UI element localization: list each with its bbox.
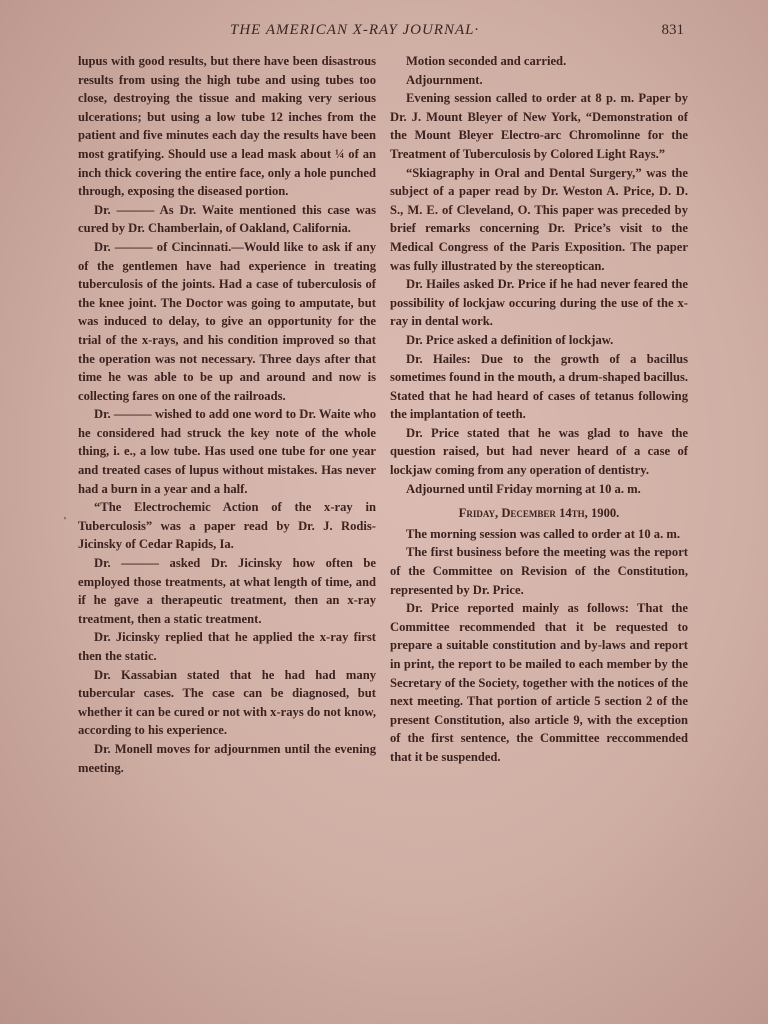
right-column <box>390 52 688 767</box>
left-column-paragraph: lupus with good results, but there have been disastrous results from using the high tube and using tubes too close, destroying the tissue and making very serious ulcerations; but using a low tube 12 inches from the patient and five minutes each day the results have been most gratifying. Should use a lead mask about ¼ of an inch thick covering the entire face, only a hole punched through, exposing the diseased portion. <box>78 54 376 199</box>
left-column-paragraph: Dr. ——— asked Dr. Jicinsky how often be employed those treatments, at what length of time, and if he gave a therapeutic treatment, then an x-ray treatment, then a static treatment. <box>78 556 376 626</box>
left-column-paragraph: “The Electrochemic Action of the x-ray in Tuberculosis” was a paper read by Dr. J. Rodis-Jicinsky of Cedar Rapids, Ia. <box>78 500 376 552</box>
left-column-paragraph: Dr. ——— wished to add one word to Dr. Waite who he considered had struck the key note of the whole thing, i. e., a low tube. Has used one tube for one year and treated cases of lupus without mistakes. Has never had a burn in a year and a half. <box>78 407 376 496</box>
right-column-paragraph: Dr. Hailes asked Dr. Price if he had never feared the possibility of lockjaw occuring during the use of the x-ray in dental work. <box>390 277 688 329</box>
right-column-paragraph: Dr. Price reported mainly as follows: That the Committee recommended that it be requested to prepare a suitable constitution and by-laws and report in print, the report to be mailed to each member by the Secretary of the Society, together with the notices of the next meeting. That portion of article 5 section 2 of the present Constitution, also article 9, with the exception of the first sentence, the Committee reccommended that it be suspended. <box>390 601 688 764</box>
running-header <box>150 20 690 46</box>
left-column-paragraph: Dr. Monell moves for adjournmen until the evening meeting. <box>78 741 376 775</box>
right-column-paragraph: Dr. Hailes: Due to the growth of a bacillus sometimes found in the mouth, a drum-shaped bacillus. Stated that he had heard of cases of tetanus following the implantation of teeth. <box>390 351 688 422</box>
journal-title: THE AMERICAN X-RAY JOURNAL· <box>230 22 480 38</box>
right-column-paragraph: Motion seconded and carried. <box>406 54 567 68</box>
left-column-paragraph: Dr. Kassabian stated that he had had many tubercular cases. The case can be diagnosed, but whether it can be cured or not with x-rays do not know, according to his experience. <box>78 667 376 738</box>
right-column-paragraph: The morning session was called to order at 10 a. m. <box>406 526 681 541</box>
left-column-paragraph: Dr. Jicinsky replied that he applied the x-ray first then the static. <box>78 630 376 663</box>
page-number: 831 <box>661 22 684 38</box>
right-column-paragraph: Dr. Price asked a definition of lockjaw. <box>406 332 614 347</box>
right-column-paragraph: Friday, December 14th, 1900. <box>458 506 620 521</box>
right-column-paragraph: Adjournment. <box>406 72 483 87</box>
left-column-paragraph: Dr. ——— As Dr. Waite mentioned this case was cured by Dr. Chamberlain, of Oakland, California. <box>78 202 376 236</box>
right-column-paragraph: The first business before the meeting was the report of the Committee on Revision of the Constitution, represented by Dr. Price. <box>390 545 688 597</box>
margin-mark: ' <box>64 515 66 527</box>
right-column-paragraph: Adjourned until Friday morning at 10 a. m. <box>406 481 641 496</box>
left-column <box>78 52 376 777</box>
left-column-paragraph: Dr. ——— of Cincinnati.—Would like to ask if any of the gentlemen have had experience in treating tuberculosis of the joints. Had a case of tuberculosis of the knee joint. The Doctor was going to amputate, but was induced to delay, to give an opportunity for the trial of the x-rays, and his condition improved so that the operation was not necessary. Three days after that time he was able to be up and around and now is collecting fares on one of the railroads. <box>78 239 376 403</box>
right-column-paragraph: “Skiagraphy in Oral and Dental Surgery,” was the subject of a paper read by Dr. Weston A. Price, D. D. S., M. E. of Cleveland, O. This paper was preceded by brief remarks concerning Dr. Price’s visit to the Medical Congress of the Paris Exposition. The paper was fully illustrated by the stereoptican. <box>390 165 688 273</box>
right-column-paragraph: Dr. Price stated that he was glad to have the question raised, but had never heard of a case of lockjaw coming from any operation of dentistry. <box>390 425 688 478</box>
right-column-paragraph: Evening session called to order at 8 p. m. Paper by Dr. J. Mount Bleyer of New York, “Demonstration of the Mount Bleyer Electro-arc Chromolinne for the Treatment of Tuberculosis by Colored Light Rays.” <box>390 91 688 161</box>
